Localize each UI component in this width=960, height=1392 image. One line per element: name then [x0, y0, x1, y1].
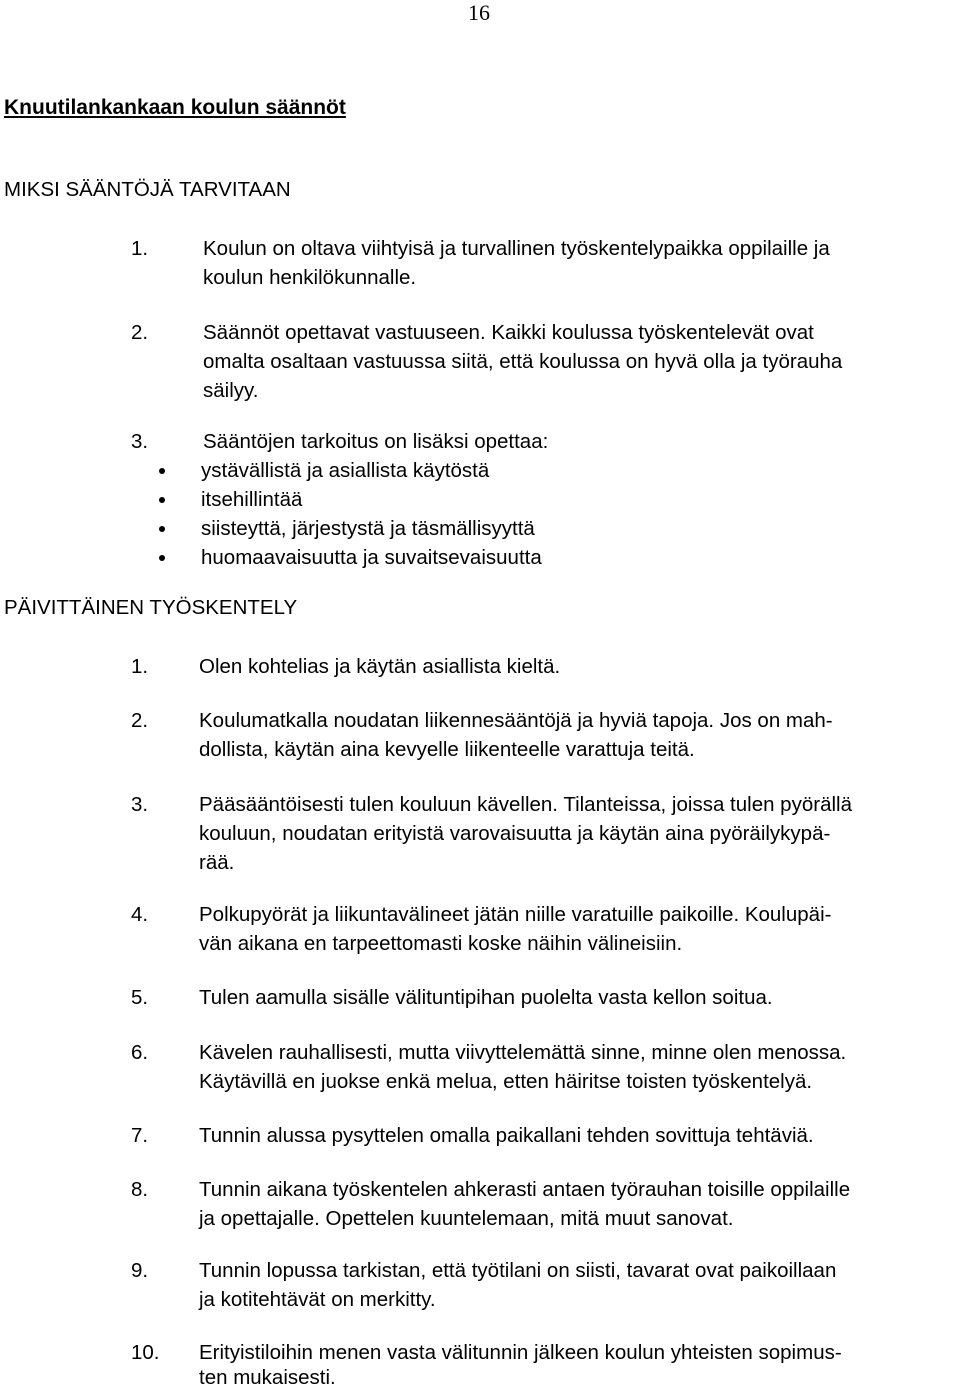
item-text-line: dollista, käytän aina kevyelle liikenteelle varattuja teitä.	[199, 738, 695, 761]
item-text-line: Tunnin aikana työskentelen ahkerasti antaen työrauhan toisille oppilaille	[199, 1178, 851, 1201]
item-number: 2.	[131, 709, 149, 732]
page-number: 16	[468, 0, 490, 25]
list-item	[131, 427, 951, 577]
bullet-text: huomaavaisuutta ja suvaitsevaisuutta	[201, 546, 542, 569]
item-number: 5.	[131, 986, 149, 1009]
bullet-icon	[159, 497, 165, 503]
bullet-text: siisteyttä, järjestystä ja täsmällisyyttä	[201, 517, 535, 540]
item-text-line: omalta osaltaan vastuussa siitä, että koulussa on hyvä olla ja työrauha	[203, 350, 843, 373]
item-text-line: Sääntöjen tarkoitus on lisäksi opettaa:	[203, 430, 549, 453]
bullet-item	[156, 514, 542, 543]
item-text-line: koulun henkilökunnalle.	[203, 266, 417, 289]
bullet-text: ystävällistä ja asiallista käytöstä	[201, 459, 490, 482]
item-text-line: Erityistiloihin menen vasta välitunnin jälkeen koulun yhteisten sopimus-	[199, 1341, 842, 1364]
section-heading-daily-work: PÄIVITTÄINEN TYÖSKENTELY	[4, 596, 298, 619]
item-text-line: Tulen aamulla sisälle välituntipihan puolelta vasta kellon soitua.	[199, 986, 773, 1009]
item-text-line: Tunnin lopussa tarkistan, että työtilani on siisti, tavarat ovat paikoillaan	[199, 1259, 837, 1282]
item-number: 7.	[131, 1124, 149, 1147]
item-text-line: Polkupyörät ja liikuntavälineet jätän niille varatuille paikoille. Koulupäi-	[199, 903, 832, 926]
item-number: 3.	[131, 430, 149, 453]
bullet-icon	[159, 526, 165, 532]
item-number: 10.	[131, 1341, 160, 1364]
item-text-line: Kävelen rauhallisesti, mutta viivyttelemättä sinne, minne olen menossa.	[199, 1041, 847, 1064]
bullet-item	[156, 543, 542, 572]
item-text-line: Olen kohtelias ja käytän asiallista kieltä.	[199, 655, 561, 678]
item-number: 6.	[131, 1041, 149, 1064]
item-number: 3.	[131, 793, 149, 816]
item-number: 1.	[131, 655, 149, 678]
bullet-icon	[159, 468, 165, 474]
item-text-line: Pääsääntöisesti tulen kouluun kävellen. Tilanteissa, joissa tulen pyörällä	[199, 793, 852, 816]
goals-bullet-list	[156, 456, 542, 572]
item-text-line: säilyy.	[203, 379, 259, 402]
item-text-line: Säännöt opettavat vastuuseen. Kaikki koulussa työskentelevät ovat	[203, 321, 814, 344]
item-text-line: Koulun on oltava viihtyisä ja turvallinen työskentelypaikka oppilaille ja	[203, 237, 830, 260]
section-heading-why-rules: MIKSI SÄÄNTÖJÄ TARVITAAN	[4, 178, 291, 201]
item-text-line: Tunnin alussa pysyttelen omalla paikallani tehden sovittuja tehtäviä.	[199, 1124, 814, 1147]
item-number: 4.	[131, 903, 149, 926]
item-text-line: ja opettajalle. Opettelen kuuntelemaan, mitä muut sanovat.	[199, 1207, 734, 1230]
item-text-line: Käytävillä en juokse enkä melua, etten häiritse toisten työskentelyä.	[199, 1070, 813, 1093]
item-number: 2.	[131, 321, 149, 344]
item-text-line: vän aikana en tarpeettomasti koske näihin välineisiin.	[199, 932, 683, 955]
document-title: Knuutilankankaan koulun säännöt	[4, 96, 346, 119]
item-text-line: rää.	[199, 851, 235, 874]
bullet-icon	[159, 555, 165, 561]
bullet-text: itsehillintää	[201, 488, 303, 511]
item-text-line: kouluun, noudatan erityistä varovaisuutta ja käytän aina pyöräilykypä-	[199, 822, 831, 845]
item-text-line: ja kotitehtävät on merkitty.	[199, 1288, 436, 1311]
item-number: 9.	[131, 1259, 149, 1282]
bullet-item	[156, 485, 542, 514]
item-text-line: ten mukaisesti.	[199, 1366, 336, 1389]
item-number: 8.	[131, 1178, 149, 1201]
item-text-line: Koulumatkalla noudatan liikennesääntöjä ja hyviä tapoja. Jos on mah-	[199, 709, 833, 732]
item-number: 1.	[131, 237, 149, 260]
bullet-item	[156, 456, 542, 485]
